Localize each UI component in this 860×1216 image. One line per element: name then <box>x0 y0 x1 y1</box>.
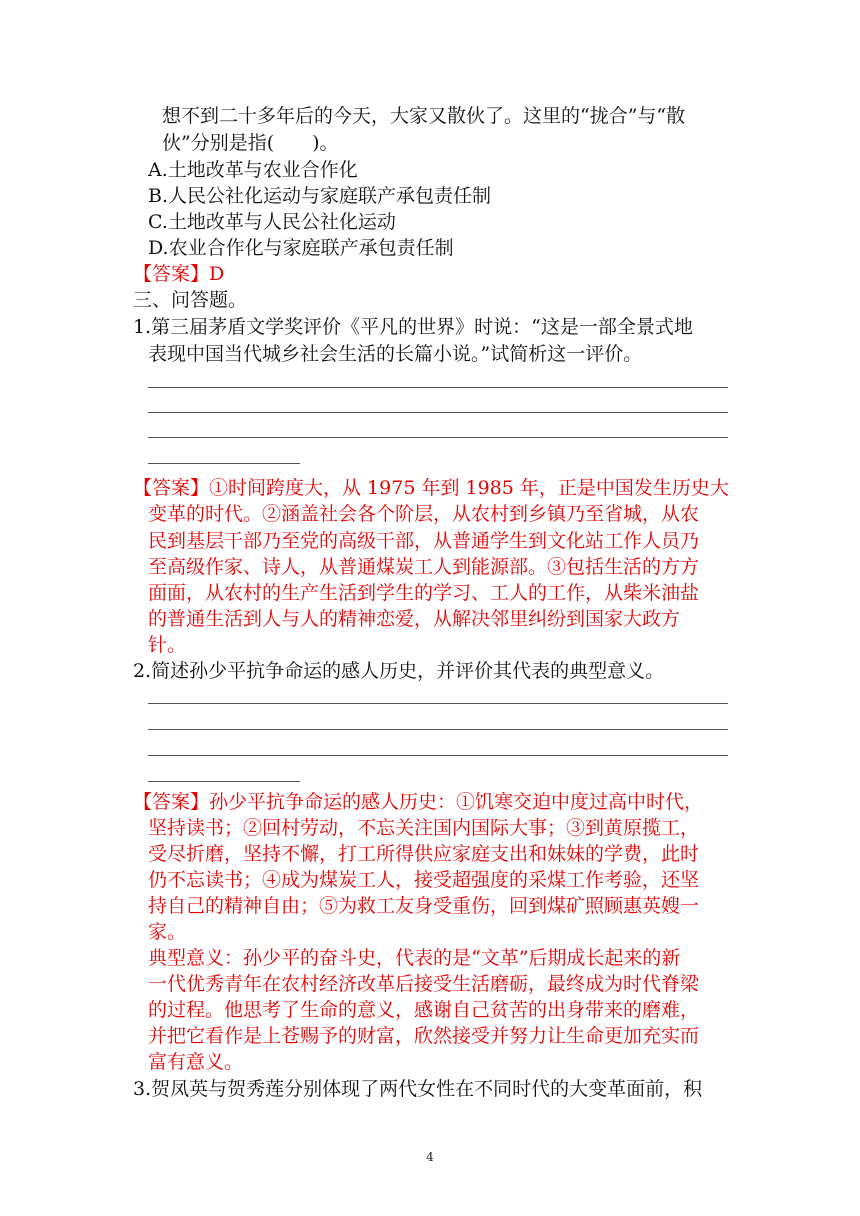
answer-1-text: 变革的时代。②涵盖社会各个阶层，从农村到乡镇乃至省城，从农 <box>148 503 700 525</box>
answer-2-text: 一代优秀青年在农村经济改革后接受生活磨砺，最终成为时代脊梁 <box>148 973 700 995</box>
question-text-line: 想不到二十多年后的今天，大家又散伙了。这里的“拢合”与“散 <box>162 105 686 127</box>
answer-blank-line <box>148 755 728 756</box>
question-1-text: 1.第三届茅盾文学奖评价《平凡的世界》时说：“这是一部全景式地 <box>133 316 693 338</box>
answer-blank-line <box>148 703 728 704</box>
answer-1-text: 至高级作家、诗人，从普通煤炭工人到能源部。③包括生活的方方 <box>148 556 700 578</box>
answer-2-text: 典型意义：孙少平的奋斗史，代表的是“文革”后期成长起来的新 <box>148 947 681 969</box>
question-1-text: 表现中国当代城乡社会生活的长篇小说。”试简析这一评价。 <box>148 343 643 365</box>
answer-1-text: 面面，从农村的生产生活到学生的学习、工人的工作，从柴米油盐 <box>148 582 700 604</box>
option-c: C.土地改革与人民公社化运动 <box>148 211 396 233</box>
answer-blank-line <box>148 387 728 388</box>
answer-2-text: 富有意义。 <box>148 1051 244 1073</box>
answer-blank-line <box>148 729 728 730</box>
answer-2-text: 坚持读书；②回村劳动，不忘关注国内国际大事；③到黄原揽工， <box>148 817 700 839</box>
answer-label: 【答案】D <box>133 263 225 285</box>
answer-text: ①时间跨度大，从 1975 年到 1985 年，正是中国发生历史大 <box>209 477 729 499</box>
option-a: A.土地改革与农业合作化 <box>148 159 358 181</box>
answer-blank-line <box>148 412 728 413</box>
answer-blank-line <box>148 437 728 438</box>
answer-1-text: 民到基层干部乃至党的高级干部，从普通学生到文化站工作人员乃 <box>148 530 700 552</box>
answer-2-text: 的过程。他思考了生命的意义，感谢自己贫苦的出身带来的磨难， <box>148 999 700 1021</box>
question-text-line: 伙”分别是指( )。 <box>162 132 339 154</box>
section-title: 三、问答题。 <box>133 289 248 311</box>
page-number: 4 <box>426 1150 434 1164</box>
answer-2-label <box>133 789 703 815</box>
answer-1-text: 的普通生活到人与人的精神恋爱，从解决邻里纠纷到国家大政方 <box>148 608 681 630</box>
question-3-text: 3.贺凤英与贺秀莲分别体现了两代女性在不同时代的大变革面前，积 <box>133 1078 703 1100</box>
answer-2-text: 持自己的精神自由；⑤为救工友身受重伤，回到煤矿照顾惠英嫂一 <box>148 895 700 917</box>
answer-2-text: 仍不忘读书；④成为煤炭工人，接受超强度的采煤工作考验，还坚 <box>148 869 700 891</box>
answer-2-text: 受尽折磨，坚持不懈，打工所得供应家庭支出和妹妹的学费，此时 <box>148 843 700 865</box>
answer-2-text: 并把它看作是上苍赐予的财富，欣然接受并努力让生命更加充实而 <box>148 1025 700 1047</box>
answer-2-text: 家。 <box>148 921 187 943</box>
option-d: D.农业合作化与家庭联产承包责任制 <box>148 237 454 259</box>
question-2-text: 2.简述孙少平抗争命运的感人历史，并评价其代表的典型意义。 <box>133 660 665 682</box>
answer-label: 【答案】 <box>133 477 210 499</box>
answer-1-text: 针。 <box>148 634 187 656</box>
option-b: B.人民公社化运动与家庭联产承包责任制 <box>148 185 492 207</box>
answer-blank-line <box>148 463 300 464</box>
answer-1-label <box>133 475 729 501</box>
answer-label: 【答案】 <box>133 791 210 813</box>
answer-blank-line <box>148 781 300 782</box>
answer-text: 孙少平抗争命运的感人历史：①饥寒交迫中度过高中时代， <box>209 791 704 813</box>
